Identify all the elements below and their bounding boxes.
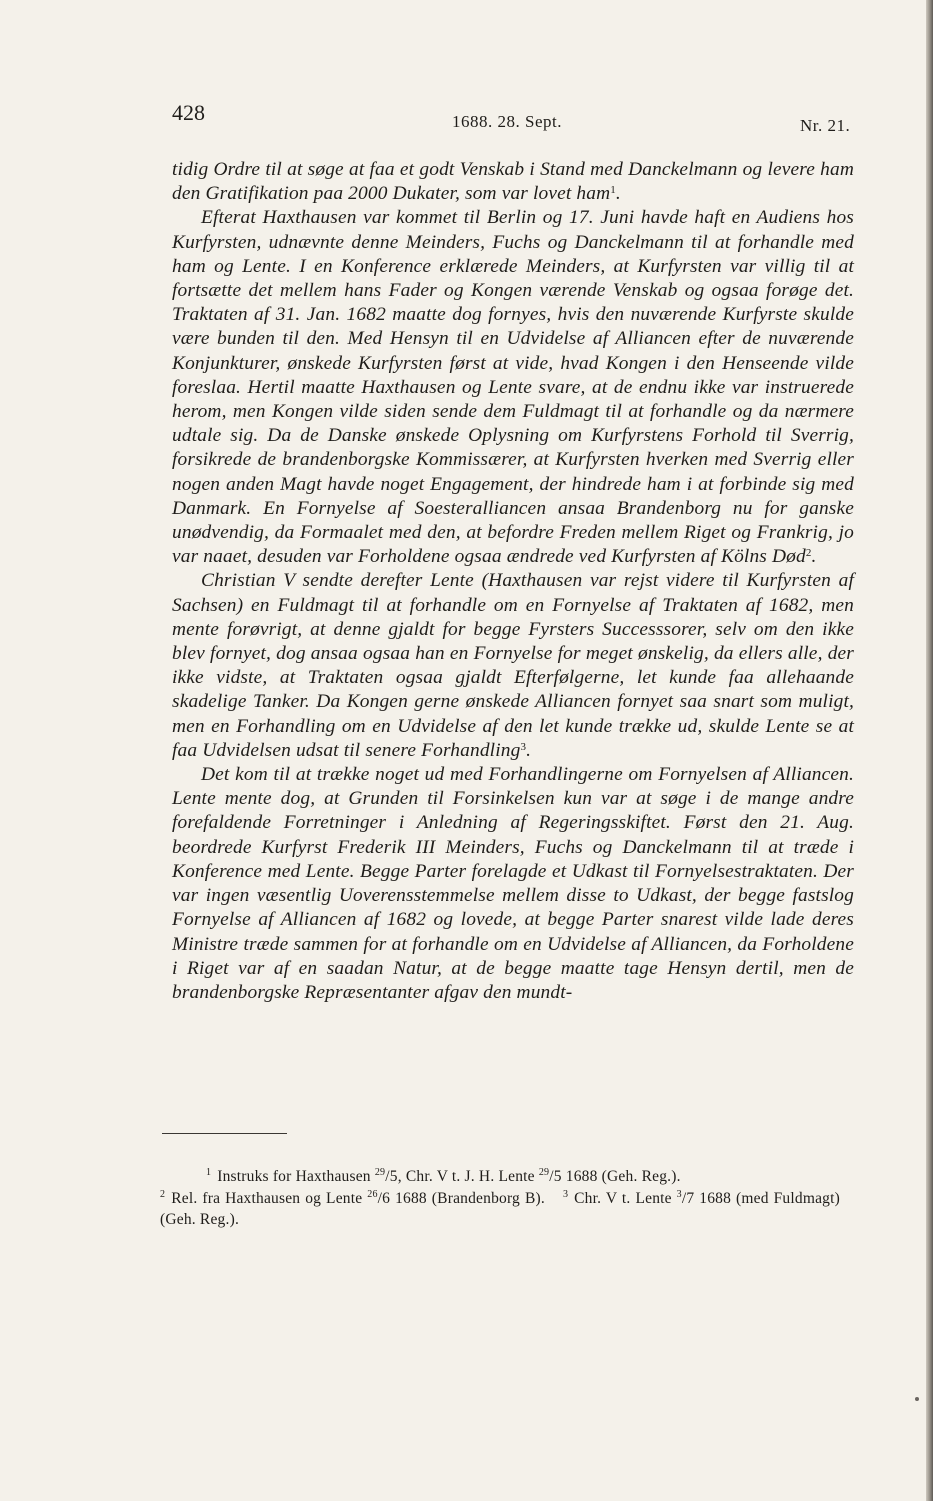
footnote-ref: 2 [805, 547, 812, 560]
footnote-1: $^1$ Instruks for Haxthausen $^{29}$/5, Chr. V t. J. H. Lente $^{29}$/5 1688 (Geh. Reg.). [206, 1167, 681, 1185]
body-text [172, 158, 854, 1005]
page-edge [926, 0, 933, 1501]
page-header [0, 100, 933, 140]
footnote-divider [162, 1133, 287, 1134]
paragraph: Christian V sendte derefter Lente (Haxthausen var rejst videre til Kurfyrsten af Sachsen) en Fuldmagt til at forhandle om en Fornyelse af Traktaten af 1682, men mente forøvrigt, at denne gjaldt for begge Fyrsters Successsorer, selv om den ikke blev fornyet, dog ansaa ogsaa han en Fornyelse for meget ønskelig, da ellers alle, der ikke vidste, at Traktaten ogsaa gjaldt Efterfølgerne, let kunde faa allehaande skadelige Tanker. Da Kongen gerne ønskede Alliancen fornyet saa snart som muligt, men en Forhandling om en Udvidelse af den let kunde trække ud, skulde Lente se at faa Udvidelsen udsat til senere Forhandling$^3$. [172, 570, 854, 761]
footnote-mark: 2 [160, 1188, 166, 1200]
scan-dot [915, 1397, 919, 1401]
footnote-ref: 1 [610, 184, 616, 197]
running-head: 1688. 28. Sept. [452, 112, 562, 131]
page-number: 428 [172, 100, 205, 125]
paragraph: Efterat Haxthausen var kommet til Berlin og 17. Juni havde haft en Audiens hos Kurfyrsten, udnævnte denne Meinders, Fuchs og Danckelmann til at forhandle med ham og Lente. I en Konference erklærede Meinders, at Kurfyrsten var villig til at fortsætte det mellem hans Fader og Kongen værende Venskab og ogsaa forøge det. Traktaten af 31. Jan. 1682 maatte dog fornyes, hvis den nuværende Kurfyrste skulde være bunden til den. Med Hensyn til en Udvidelse af Alliancen efter de nuværende Konjunkturer, ønskede Kurfyrsten først at vide, hvad Kongen i den Henseende vilde foreslaa. Hertil maatte Haxthausen og Lente svare, at de endnu ikke var instruerede herom, men Kongen vilde siden sende dem Fuldmagt til at forhandle og da nærmere udtale sig. Da de Danske ønskede Oplysning om Kurfyrstens Forhold til Sverrig, forsikrede de brandenborgske Kommissærer, at Kurfyrsten hverken med Sverrig eller nogen anden Magt havde noget Engagement, der hindrede ham i at forbinde sig med Danmark. En Fornyelse af Soesteralliancen ansaa Brandenborg nu for ganske unødvendig, da Formaalet med den, at befordre Freden mellem Riget og Frankrig, jo var naaet, desuden var Forholdene ogsaa ændrede ved Kurfyrsten af Kölns Død$^2$. [172, 207, 854, 568]
footnote-ref: 3 [520, 740, 527, 753]
paragraph: tidig Ordre til at søge at faa et godt Venskab i Stand med Danckelmann og levere ham den Gratifikation paa 2000 Dukater, som var lovet ham$^1$. [172, 159, 854, 205]
footnotes [160, 1166, 840, 1231]
footnote-2-3: $^2$ Rel. fra Haxthausen og Lente $^{26}$/6 1688 (Brandenborg B). $^3$ Chr. V t. Lente $^3$/7 1688 (med Fuldmagt) (Geh. Reg.). [160, 1188, 840, 1228]
footnote-mark: 1 [206, 1167, 212, 1178]
footnote-mark: 3 [562, 1188, 569, 1200]
paragraph: Det kom til at trække noget ud med Forhandlingerne om Fornyelsen af Alliancen. Lente mente dog, at Grunden til Forsinkelsen kun var at søge i de mange andre forefaldende Forretninger i Anledning af Regeringsskiftet. Først den 21. Aug. beordrede Kurfyrst Frederik III Meinders, Fuchs og Danckelmann til at træde i Konference med Lente. Begge Parter forelagde et Udkast til Fornyelsestraktaten. Der var ingen væsentlig Uoverensstemmelse mellem disse to Udkast, der begge fastslog Fornyelse af Alliancen af 1682 og lovede, at begge Parter snarest vilde lade deres Ministre træde sammen for at forhandle om en Udvidelse af Alliancen, da Forholdene i Riget var af en saadan Natur, at de begge maatte tage Hensyn dertil, men de brandenborgske Repræsentanter afgav den mundt- [172, 764, 854, 1003]
document-number: Nr. 21. [800, 116, 851, 135]
